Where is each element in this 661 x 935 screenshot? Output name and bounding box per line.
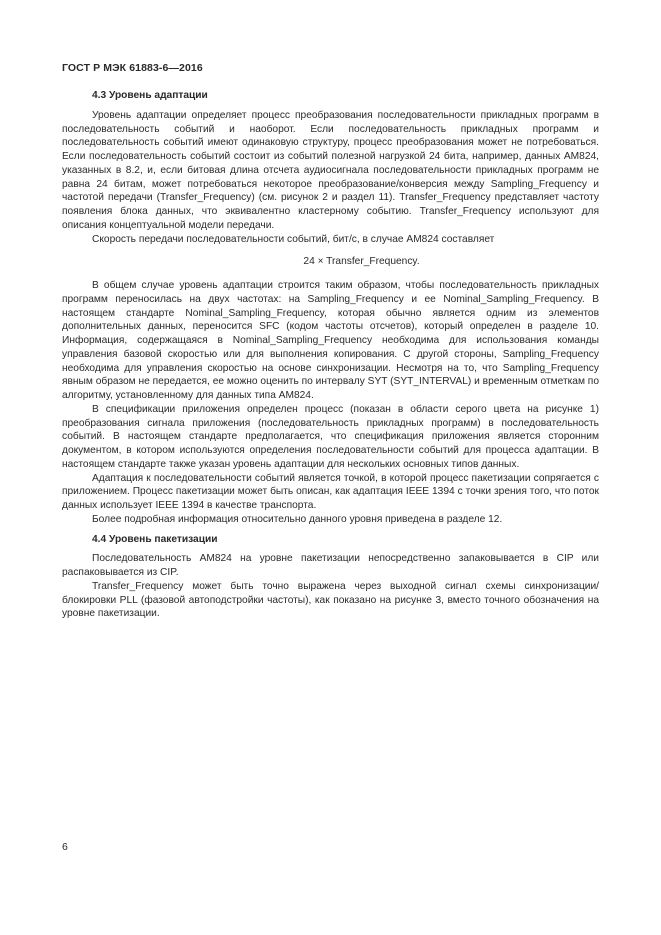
paragraph: Более подробная информация относительно данного уровня приведена в разделе 12. [92, 513, 503, 525]
paragraph: Скорость передачи последовательности событий, бит/с, в случае АМ824 составляет [92, 233, 495, 245]
paragraph: Transfer_Frequency может быть точно выражена через выходной сигнал схемы синхронизации/блокировки PLL (фазовой автоподстройки частоты), как показано на рисунке 3, вместо точного обозначения на уровне пакетизации. [62, 580, 599, 620]
document-header: ГОСТ Р МЭК 61883-6—2016 [62, 62, 203, 74]
paragraph: В спецификации приложения определен процесс (показан в области серого цвета на рисунке 1) преобразования сигнала приложения (последовательность прикладных программ) в последовательность событий. В настоящем стандарте предполагается, что спецификация приложения является сторонним документом, в котором используются определения последовательности событий для процесса адаптации. В настоящем стандарте также указан уровень адаптации для нескольких основных типов данных. [62, 403, 599, 470]
paragraph: Уровень адаптации определяет процесс преобразования последовательности прикладных программ в последовательность событий и наоборот. Если последовательность прикладных программ и последовательность событий имеют одинаковую структуру, процесс преобразования может не потребоваться. Если последовательность событий состоит из событий полезной нагрузкой 24 бита, например, данных АМ824, указанных в 8.2, и, если битовая длина отсчета аудиосигнала последовательности прикладных программ не равна 24 битам, может потребоваться некоторое преобразование/конверсия между Sampling_Frequency и частотой передачи (Transfer_Frequency) (см. рисунок 2 и раздел 11). Transfer_Frequency представляет частоту появления блока данных, что эквивалентно кластерному событию. Transfer_Frequency используют для описания концептуальной модели передачи. [62, 109, 599, 231]
section-heading-4-3: 4.3 Уровень адаптации [92, 90, 208, 101]
paragraph: Адаптация к последовательности событий является точкой, в которой процесс пакетизации сопрягается с приложением. Процесс пакетизации может быть описан, как адаптация IEEE 1394 с точки зрения того, что поток данных использует IEEE 1394 в качестве транспорта. [62, 472, 599, 511]
document-body [62, 89, 599, 621]
section-heading-4-4: 4.4 Уровень пакетизации [92, 533, 218, 545]
paragraph: В общем случае уровень адаптации строится таким образом, чтобы последовательность прикладных программ переносилась на двух частотах: на Sampling_Frequency и ее Nominal_Sampling_Frequency. В настоящем стандарте Nominal_Sampling_Frequency, которая обычно является одним из элементов дополнительных данных, переносится SFC (кодом частоты отсчетов), который определен в разделе 10. Информация, содержащаяся в Nominal_Sampling_Frequency необходима для использования команды управления базовой скоростью или для выполнения копирования. С другой стороны, Sampling_Frequency необходима для управления скоростью на основе синхронизации. Несмотря на то, что Sampling_Frequency явным образом не передается, ее можно оценить по интервалу SYT (SYT_INTERVAL) и временным отметкам по алгоритму, установленному для данных типа АМ824. [62, 280, 599, 401]
formula: 24 × Transfer_Frequency. [303, 256, 420, 268]
page-number: 6 [62, 841, 68, 853]
paragraph: Последовательность АМ824 на уровне пакетизации непосредственно запаковывается в CIP или распаковывается из CIP. [62, 553, 599, 578]
